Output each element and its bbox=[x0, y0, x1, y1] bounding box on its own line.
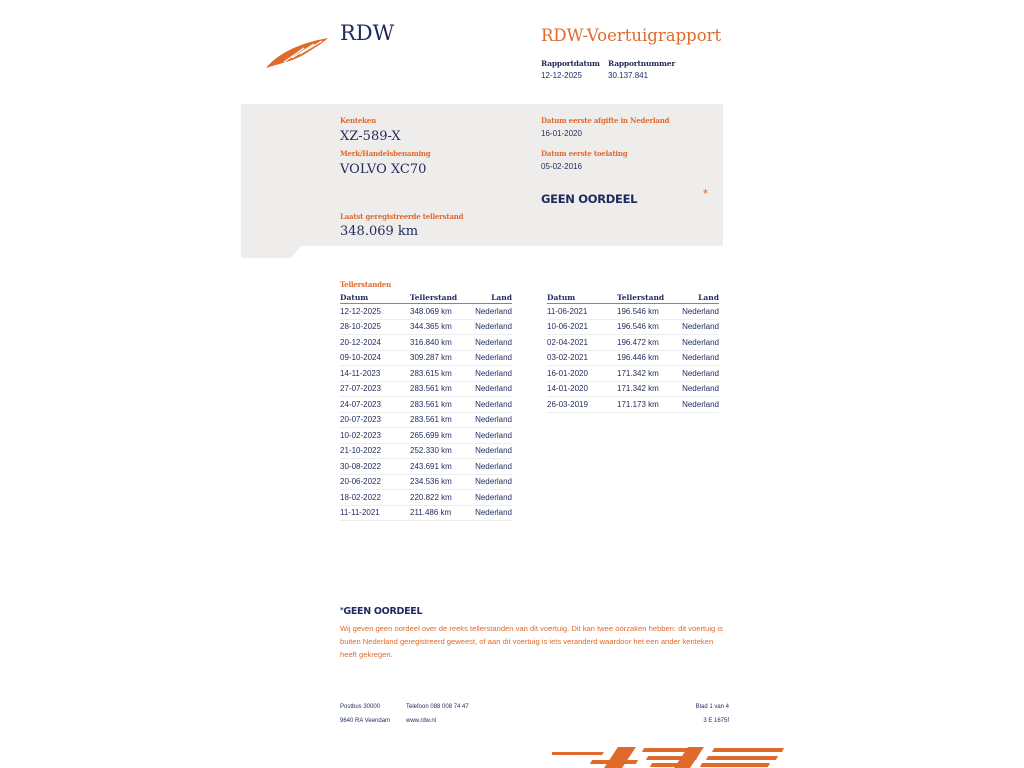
footer-doc-code: 3 E 1675f bbox=[703, 718, 729, 724]
table-row bbox=[547, 350, 719, 366]
cell-country: Nederland bbox=[682, 319, 719, 335]
cell-country: Nederland bbox=[682, 397, 719, 413]
cell-date: 12-12-2025 bbox=[340, 304, 410, 320]
footer-postbus: Postbus 30000 bbox=[340, 704, 381, 710]
table-row bbox=[340, 366, 512, 382]
cell-country: Nederland bbox=[475, 397, 512, 413]
cell-date: 20-06-2022 bbox=[340, 474, 410, 490]
note-asterisk: * bbox=[340, 606, 344, 614]
cell-country: Nederland bbox=[475, 428, 512, 444]
cell-date: 27-07-2023 bbox=[340, 381, 410, 397]
cell-reading: 243.691 km bbox=[410, 459, 475, 475]
note-body: Wij geven geen oordeel over de reeks tellerstanden van dit voertuig. Dit kan twee oorzaken hebben: dit voertuig is buiten Nederland geregistreerd geweest, of aan dit voertuig is iets veranderd waardoor het een ander kenteken heeft gekregen. bbox=[340, 624, 723, 659]
cell-reading: 283.615 km bbox=[410, 366, 475, 382]
cell-country: Nederland bbox=[475, 459, 512, 475]
table-row bbox=[340, 304, 512, 320]
cell-country: Nederland bbox=[475, 304, 512, 320]
first-nl-value: 16-01-2020 bbox=[541, 129, 582, 138]
cell-date: 20-12-2024 bbox=[340, 335, 410, 351]
first-admission-label: Datum eerste toelating bbox=[541, 149, 628, 158]
table-row bbox=[340, 490, 512, 506]
table-row bbox=[340, 428, 512, 444]
cell-date: 20-07-2023 bbox=[340, 412, 410, 428]
cell-country: Nederland bbox=[475, 335, 512, 351]
cell-reading: 171.173 km bbox=[617, 397, 682, 413]
cell-date: 11-11-2021 bbox=[340, 505, 410, 521]
cell-reading: 316.840 km bbox=[410, 335, 475, 351]
cell-date: 10-06-2021 bbox=[547, 319, 617, 335]
note-title: GEEN OORDEEL bbox=[343, 606, 423, 617]
cell-reading: 220.822 km bbox=[410, 490, 475, 506]
report-number: 30.137.841 bbox=[608, 71, 649, 80]
table-row bbox=[340, 319, 512, 335]
col-header-reading: Tellerstand bbox=[410, 292, 475, 304]
first-nl-label: Datum eerste afgifte in Nederland bbox=[541, 116, 670, 125]
rdw-feather-logo-icon bbox=[264, 34, 332, 70]
table-row bbox=[340, 381, 512, 397]
table-row bbox=[340, 412, 512, 428]
table-row bbox=[547, 381, 719, 397]
table-header-row bbox=[340, 292, 512, 304]
col-header-date: Datum bbox=[547, 292, 617, 304]
decorative-stripes-icon bbox=[552, 744, 784, 768]
cell-country: Nederland bbox=[682, 381, 719, 397]
cell-country: Nederland bbox=[475, 319, 512, 335]
table-row bbox=[547, 397, 719, 413]
cell-reading: 171.342 km bbox=[617, 381, 682, 397]
report-date: 12-12-2025 bbox=[541, 71, 582, 80]
cell-reading: 283.561 km bbox=[410, 381, 475, 397]
org-name: RDW bbox=[340, 21, 395, 45]
cell-reading: 283.561 km bbox=[410, 397, 475, 413]
col-header-reading: Tellerstand bbox=[617, 292, 682, 304]
band-tail-shape bbox=[241, 246, 301, 258]
cell-country: Nederland bbox=[682, 335, 719, 351]
odometer-table-left bbox=[340, 292, 512, 521]
cell-country: Nederland bbox=[475, 474, 512, 490]
cell-reading: 196.546 km bbox=[617, 319, 682, 335]
cell-reading: 252.330 km bbox=[410, 443, 475, 459]
last-odo-label: Laatst geregistreerde tellerstand bbox=[340, 212, 464, 221]
cell-date: 14-01-2020 bbox=[547, 381, 617, 397]
report-number-label: Rapportnummer bbox=[608, 59, 676, 68]
cell-reading: 309.287 km bbox=[410, 350, 475, 366]
cell-date: 09-10-2024 bbox=[340, 350, 410, 366]
table-row bbox=[547, 319, 719, 335]
report-date-label: Rapportdatum bbox=[541, 59, 600, 68]
verdict-asterisk: * bbox=[703, 186, 709, 201]
cell-reading: 348.069 km bbox=[410, 304, 475, 320]
cell-date: 28-10-2025 bbox=[340, 319, 410, 335]
cell-country: Nederland bbox=[475, 412, 512, 428]
odometer-section-title: Tellerstanden bbox=[340, 280, 391, 289]
table-row bbox=[547, 304, 719, 320]
cell-country: Nederland bbox=[475, 350, 512, 366]
cell-reading: 234.536 km bbox=[410, 474, 475, 490]
cell-reading: 211.486 km bbox=[410, 505, 475, 521]
table-row bbox=[340, 443, 512, 459]
table-row bbox=[547, 335, 719, 351]
cell-reading: 171.342 km bbox=[617, 366, 682, 382]
cell-date: 24-07-2023 bbox=[340, 397, 410, 413]
table-row bbox=[340, 397, 512, 413]
verdict-text: GEEN OORDEEL bbox=[541, 192, 638, 206]
cell-date: 11-06-2021 bbox=[547, 304, 617, 320]
table-row bbox=[340, 350, 512, 366]
make-value: VOLVO XC70 bbox=[340, 162, 427, 177]
cell-date: 03-02-2021 bbox=[547, 350, 617, 366]
cell-country: Nederland bbox=[475, 490, 512, 506]
cell-country: Nederland bbox=[682, 350, 719, 366]
table-row bbox=[547, 366, 719, 382]
cell-reading: 196.446 km bbox=[617, 350, 682, 366]
plate-value: XZ-589-X bbox=[340, 129, 401, 144]
plate-label: Kenteken bbox=[340, 116, 376, 125]
cell-date: 21-10-2022 bbox=[340, 443, 410, 459]
note-heading bbox=[340, 606, 422, 617]
cell-reading: 344.365 km bbox=[410, 319, 475, 335]
footer-website-link[interactable]: www.rdw.nl bbox=[406, 718, 437, 724]
cell-reading: 283.561 km bbox=[410, 412, 475, 428]
col-header-country: Land bbox=[475, 292, 512, 304]
footer-city: 9640 RA Veendam bbox=[340, 718, 391, 724]
make-label: Merk/Handelsbenaming bbox=[340, 149, 431, 158]
footer-page-number: Blad 1 van 4 bbox=[695, 704, 729, 710]
cell-date: 16-01-2020 bbox=[547, 366, 617, 382]
cell-country: Nederland bbox=[682, 304, 719, 320]
cell-date: 10-02-2023 bbox=[340, 428, 410, 444]
cell-country: Nederland bbox=[475, 381, 512, 397]
cell-country: Nederland bbox=[475, 366, 512, 382]
table-header-row bbox=[547, 292, 719, 304]
cell-date: 26-03-2019 bbox=[547, 397, 617, 413]
cell-country: Nederland bbox=[475, 443, 512, 459]
cell-date: 30-08-2022 bbox=[340, 459, 410, 475]
col-header-country: Land bbox=[682, 292, 719, 304]
footer-phone: Telefoon 088 008 74 47 bbox=[406, 704, 469, 710]
cell-reading: 265.699 km bbox=[410, 428, 475, 444]
first-admission-value: 05-02-2016 bbox=[541, 162, 582, 171]
odometer-table-right bbox=[547, 292, 719, 413]
cell-country: Nederland bbox=[475, 505, 512, 521]
col-header-date: Datum bbox=[340, 292, 410, 304]
last-odo-value: 348.069 km bbox=[340, 224, 419, 239]
cell-date: 02-04-2021 bbox=[547, 335, 617, 351]
table-row bbox=[340, 474, 512, 490]
cell-date: 14-11-2023 bbox=[340, 366, 410, 382]
table-row bbox=[340, 505, 512, 521]
cell-reading: 196.546 km bbox=[617, 304, 682, 320]
vehicle-summary-band bbox=[241, 104, 723, 246]
cell-country: Nederland bbox=[682, 366, 719, 382]
cell-reading: 196.472 km bbox=[617, 335, 682, 351]
cell-date: 18-02-2022 bbox=[340, 490, 410, 506]
table-row bbox=[340, 335, 512, 351]
report-title: RDW-Voertuigrapport bbox=[541, 26, 722, 45]
table-row bbox=[340, 459, 512, 475]
